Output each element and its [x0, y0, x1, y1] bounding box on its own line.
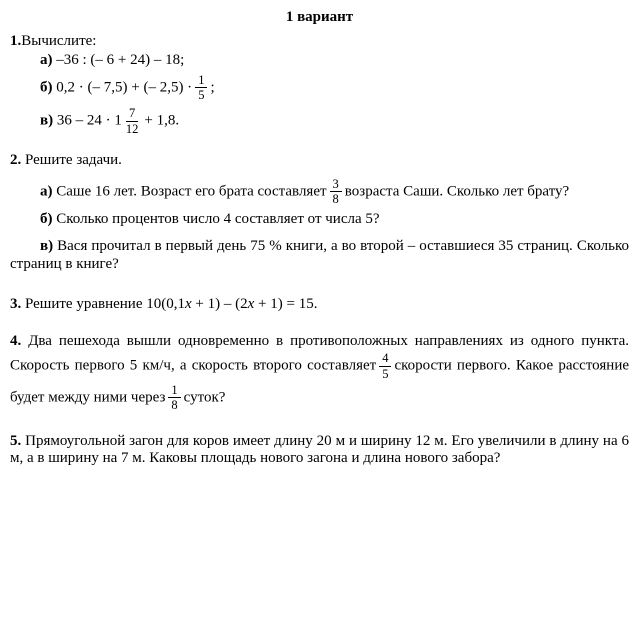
problem-2-number: 2.: [10, 152, 22, 169]
problem-3: [10, 296, 629, 314]
problem-4-part3: суток?: [183, 389, 226, 406]
fraction-denominator: 12: [125, 121, 139, 136]
fraction-numerator: 1: [168, 383, 180, 398]
fraction-numerator: 3: [330, 177, 342, 192]
fraction-numerator: 7: [126, 106, 138, 121]
problem-5-text: [10, 433, 629, 468]
item-b-expression-end: ;: [210, 78, 215, 95]
equation-start: Решите уравнение 10(0,1: [25, 296, 185, 313]
problem-2-item-v: [10, 238, 629, 273]
problem-1-item-b: [10, 72, 629, 104]
fraction: [195, 73, 207, 103]
problem-5: [10, 433, 629, 468]
fraction-denominator: 5: [382, 366, 389, 381]
item-a-label: а): [40, 183, 53, 199]
problem-3-number: 3.: [10, 296, 22, 313]
problem-4-part1: Два пешехода вышли одновременно в противоположных направлениях из одного пункта. Скорость первого 5 км/ч, а скорость второго составляет: [10, 332, 629, 374]
item-b-text: Сколько процентов число 4 составляет от числа 5?: [56, 211, 380, 228]
fraction-numerator: 1: [195, 73, 207, 88]
fraction-denominator: 5: [198, 88, 205, 103]
problem-3-text: [10, 296, 629, 314]
problem-1-item-a: [10, 52, 629, 70]
fraction: [330, 177, 342, 207]
item-a-text: Саше 16 лет. Возраст его брата составляет: [56, 183, 327, 199]
equation-middle: + 1) – (2: [191, 296, 248, 313]
problem-4: [10, 333, 629, 414]
item-a-text-end: возраста Саши. Сколько лет брату?: [344, 183, 570, 199]
variable-x: x: [184, 296, 192, 313]
item-b-label: б): [40, 78, 53, 95]
item-v-label: в): [40, 237, 54, 254]
problem-1: [10, 33, 629, 138]
equation-end: + 1) = 15.: [254, 296, 318, 313]
problem-2-header: [10, 152, 629, 170]
item-a-label: а): [40, 52, 53, 69]
problem-2-item-a: [10, 176, 629, 208]
problem-2: [10, 152, 629, 273]
item-v-expression-end: + 1,8.: [144, 112, 180, 129]
fraction-denominator: 8: [332, 192, 339, 207]
item-b-label: б): [40, 211, 53, 228]
problem-1-header: [10, 33, 629, 51]
problem-1-number: 1.: [10, 32, 22, 49]
problem-2-text: Решите задачи.: [25, 152, 122, 169]
page-title: 1 вариант: [285, 9, 354, 25]
fraction: [123, 106, 142, 136]
item-v-text: Вася прочитал в первый день 75 % книги, а во второй – оставшиеся 35 страниц. Сколько страниц в книге?: [10, 237, 629, 272]
problem-4-number: 4.: [10, 332, 22, 349]
fraction: [379, 351, 391, 381]
problem-2-item-b: [10, 211, 629, 229]
item-v-expression: 36 – 24 · 1: [56, 112, 122, 129]
fraction: [168, 383, 180, 413]
problem-1-text: Вычислите:: [21, 32, 97, 49]
fraction-numerator: 4: [379, 351, 391, 366]
problem-4-text: [10, 333, 629, 414]
problem-5-body: Прямоугольной загон для коров имеет длину 20 м и ширину 12 м. Его увеличили в длину на 6 м, а в ширину на 7 м. Каковы площадь нового загона и длина нового забора?: [10, 432, 629, 467]
item-v-label: в): [40, 112, 54, 129]
variable-x: x: [247, 296, 255, 313]
item-b-expression: 0,2 · (– 7,5) + (– 2,5) ·: [56, 78, 193, 95]
fraction-denominator: 8: [171, 398, 178, 413]
problem-4-part2: скорости первого. Какое расстояние будет между ними через: [10, 357, 629, 406]
problem-5-number: 5.: [10, 432, 22, 449]
item-a-expression: –36 : (– 6 + 24) – 18;: [56, 52, 185, 69]
problem-1-item-v: [10, 105, 629, 137]
